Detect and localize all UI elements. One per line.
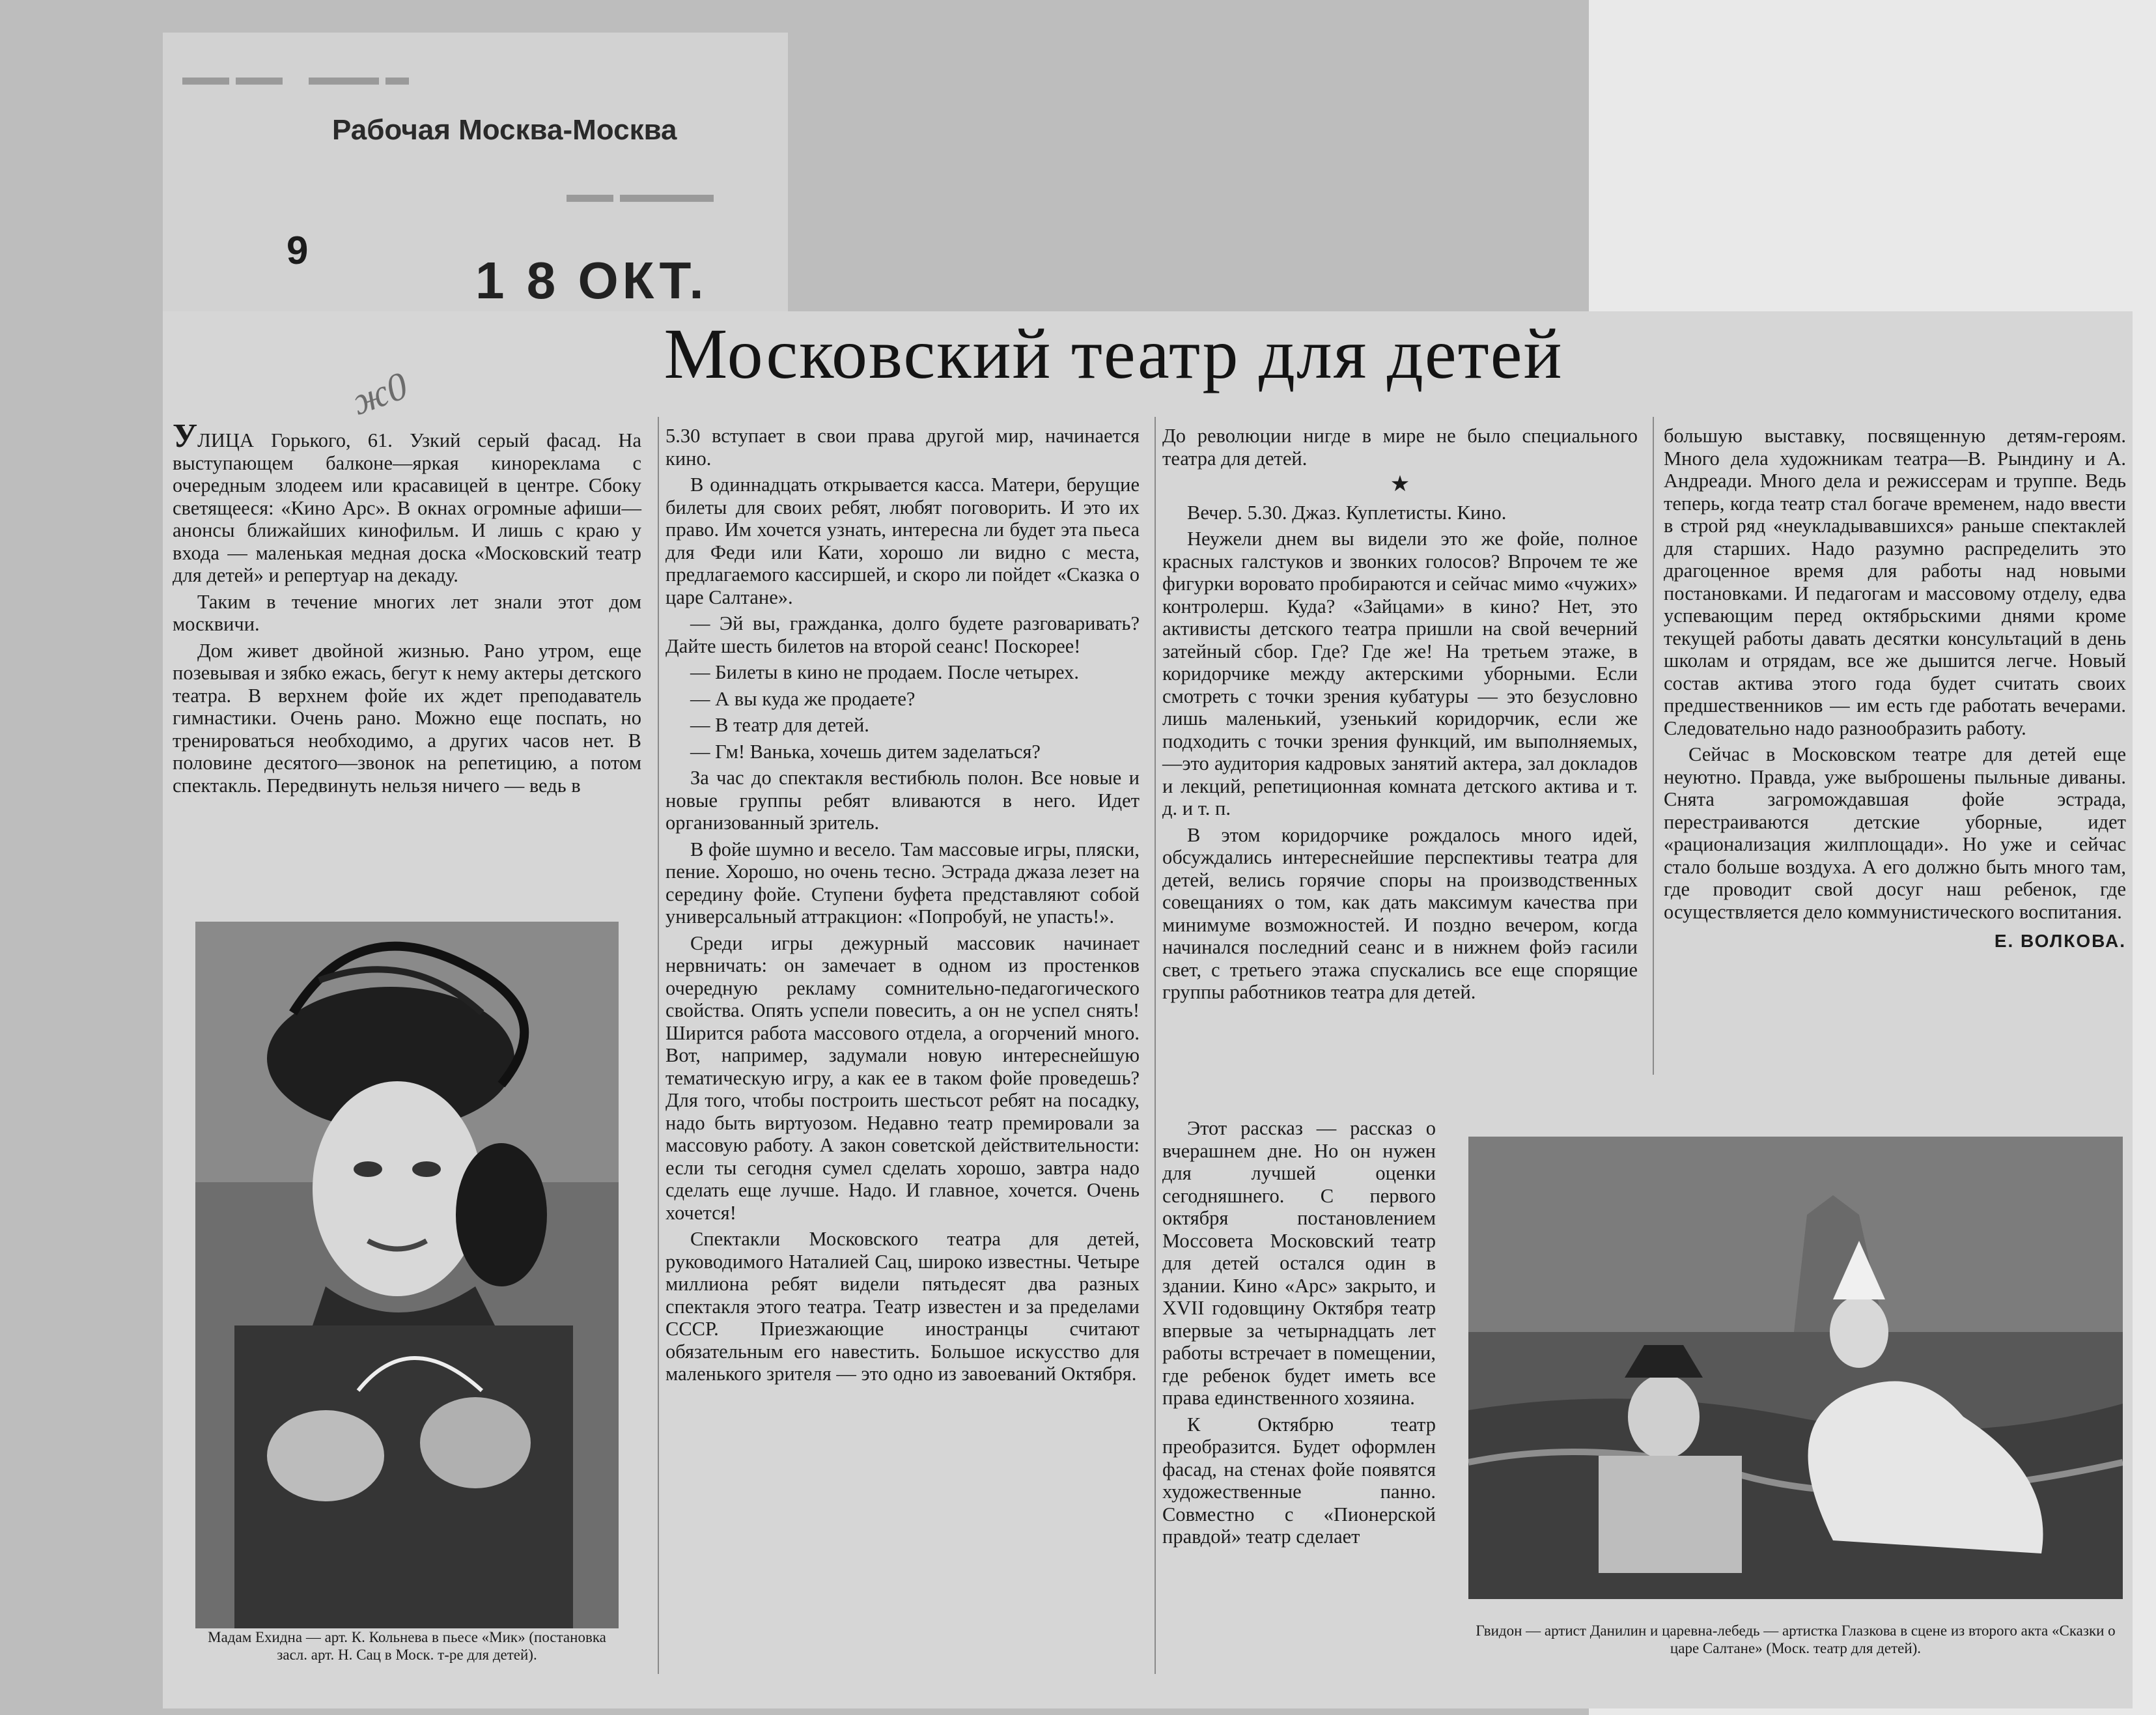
paragraph: — Билеты в кино не продаем. После четырех. [690,661,1080,683]
paragraph: За час до спектакля вестибюль полон. Все новые и новые группы ребят вливаются в него. Идет организованный зритель. [665,767,1140,834]
paragraph: В фойе шумно и весело. Там массовые игры, пляски, пение. Хорошо, но очень тесно. Эстрада джаза лезет на середину фойе. Ступени буфета представляют собой универсальный аттракцион: «Попробуй, не упасть!». [665,838,1140,928]
paragraph: 5.30 вступает в свои права другой мир, начинается кино. [665,425,1140,470]
paragraph: — Эй вы, гражданка, долго будете разговаривать? Дайте шесть билетов на второй сеанс! Поскорее! [665,612,1140,657]
paragraph: Неужели днем вы видели это же фойе, полное красных галстуков и звонких голосов? Впрочем те же фигурки воровато пробираются и сейчас мимо «чужих» контролерш. Куда? «Зайцами» в кино? Нет, это активисты детского театра пришли на свой вечерний затейный сбор. Где? Где же! На третьем этаже, в коридорчике между актерскими уборными. Если смотреть с точки зрения кубатуры — это безусловно лишь маленький, узенький коридорчик, если же подходить с точки зрения функций, им выполняемых,—это аудитория кадровых занятий актера, зал докладов и лекций, репетиционная комната детского актива и т. д. и т. п. [1162,528,1638,819]
column-divider [1155,417,1156,1674]
paragraph: Спектакли Московского театра для детей, руководимого Наталией Сац, широко известны. Четыре миллиона ребят видели пятьдесят два разных спектакля этого театра. Театр известен и за пределами СССР. Приезжающие иностранцы считают обязательным его навестить. Большое искусство для маленького зрителя — это одно из завоеваний Октября. [665,1228,1140,1385]
paragraph: Вечер. 5.30. Джаз. Куплетисты. Кино. [1187,501,1507,524]
paragraph: Среди игры дежурный массовик начинает нервничать: он замечает в одном из простенков очередную рекламу сомнительно-педагогического свойства. Опять успели повесить, а он не успел снять! Ширится работа массового отдела, а огорчений много. Вот, например, задумали новую интереснейшую тематическую игру, а как ее в таком фойе проведешь? Для того, чтобы построить шестьсот ребят на посадку, надо быть виртуозом. Недавно театр премировали за массовую работу. А закон советской действительности: если ты сегодня сумел сделать хорошо, завтра надо сделать еще лучше. Надо. И главное, хочется. Очень хочется! [665,931,1140,1224]
paragraph: большую выставку, посвященную детям-героям. Много дела художникам театра—В. Рындину и А. Андреади. Много дела и режиссерам и труппе. Ведь теперь, когда театр стал богаче временем, надо ввести в строй ряд «неукладывавшихся» раньше спектаклей для старших. Надо разумно распределить это драгоценное время для работы над новыми постановками. И педагогам и массовому отделу, едва успевающим перед октябрьскими днями кроме текущей работы давать десятки консультаций в день школам и отрядам, все же дышится легче. Новый состав актива этого года будет считать своих предшественников — им есть где работать вечерами. Следовательно надо разнообразить работу. [1664,425,2126,739]
column-4 [1664,425,2126,952]
column-2 [665,425,1140,1389]
paragraph: В этом коридорчике рождалось много идей, обсуждались интереснейшие перспективы театра для детей, велись горячие споры на производственных совещаниях о том, как дать максимум качества при минимуме возможностей. И поздно вечером, когда начинался последний сеанс и в нижнем фойэ гасили свет, с третьего этажа спускались все еще спорящие группы работников театра для детей. [1162,823,1638,1003]
star-separator: ★ [1390,472,1410,496]
paragraph: Дом живет двойной жизнью. Рано утром, еще позевывая и зябко ежась, бегут к нему актеры детского театра. В верхнем фойе их ждет преподаватель гимнастики. Очень рано. Можно еще поспать, но тренироваться необходимо, а других часов нет. В половине десятого—звонок на репетицию, а потом спектакль. Передвинуть нельзя ничего — ведь в [173,639,641,797]
stage-scene-illustration [1468,1137,2123,1599]
paragraph: — Гм! Ванька, хочешь дитем заделаться? [690,740,1041,763]
author-signature: Е. ВОЛКОВА. [1994,931,2126,951]
photo-caption-2: Гвидон — артист Данилин и царевна-лебедь — артистка Глазкова в сцене из второго акта «Сказки о царе Салтане» (Моск. театр для детей). [1476,1623,2116,1656]
paragraph: К Октябрю театр преобразится. Будет оформлен фасад, на стенах фойе появятся художественные панно. Совместно с «Пионерской правдой» театр сделает [1162,1413,1436,1548]
paragraph: УЛИЦА Горького, 61. Узкий серый фасад. На выступающем балконе—яркая кинореклама с очередным злодеем или красавицей в центре. Сбоку светящееся: «Кино Арс». В окнах огромные афиши—анонсы ближайших кинофильм. И лишь с краю у входа — маленькая медная доска «Московский театр для детей» и репертуар на декаду. [173,418,641,586]
paragraph: В одиннадцать открывается касса. Матери, берущие билеты для своих ребят, любят поговорить. И это их право. Им хочется узнать, интересна ли будет эта пьеса для Феди или Кати, хорошо ли видно с места, предлагаемого кассиршей, и скоро ли пойдет «Сказка о царе Салтане». [665,474,1140,608]
paragraph: — А вы куда же продаете? [690,687,916,710]
page-number: 9 [287,229,309,272]
archive-stamp [163,33,788,339]
article-headline: Московский театр для детей [664,314,1563,393]
column-1 [173,418,641,801]
column-divider [658,417,659,1674]
column-3-narrow [1162,1117,1436,1552]
paragraph: До революции нигде в мире не было специального театра для детей. [1162,425,1638,470]
photo-madam-ekhidna [195,922,619,1628]
paragraph: Этот рассказ — рассказ о вчерашнем дне. Но он нужен для лучшей оценки сегодняшнего. С первого октября постановлением Моссовета Московский театр для детей остался один в здании. Кино «Арс» закрыто, и XVII годовщину Октября театр впервые за четырнадцать лет работы встречает в помещении, где ребенок будет иметь все права единственного хозяина. [1162,1117,1436,1409]
ghost-print: ▬▬ ▬▬▬▬ [567,190,714,216]
stamp-date: 1 8 ОКТ. [475,251,708,309]
column-divider [1653,417,1654,1075]
paragraph: Таким в течение многих лет знали этот дом москвичи. [173,590,641,635]
column-3 [1162,425,1638,1008]
photo-gvidon-swan [1468,1137,2123,1599]
photo-caption-1: Мадам Ехидна — арт. К. Кольнева в пьесе «Мик» (постановка засл. арт. Н. Сац в Моск. т-ре для детей). [208,1629,606,1663]
ghost-print: ▬▬ ▬▬ ▬▬▬ ▬ [182,72,410,99]
newspaper-name: Рабочая Москва-Москва [332,114,677,146]
pencil-mark: ж0 [346,363,413,423]
paragraph: Сейчас в Московском театре для детей еще неуютно. Правда, уже выброшены пыльные диваны. Снята загромождавшая фойе эстрада, перестраиваются детские уборные, идет «рационализация жилплощади». Но уже и сейчас стало больше воздуха. А его должно быть много там, где проводит свой досуг наш ребенок, где осуществляется дело коммунистического воспитания. [1664,743,2126,923]
portrait-illustration [195,922,619,1628]
drop-cap: У [173,418,198,455]
paragraph: — В театр для детей. [690,714,869,736]
